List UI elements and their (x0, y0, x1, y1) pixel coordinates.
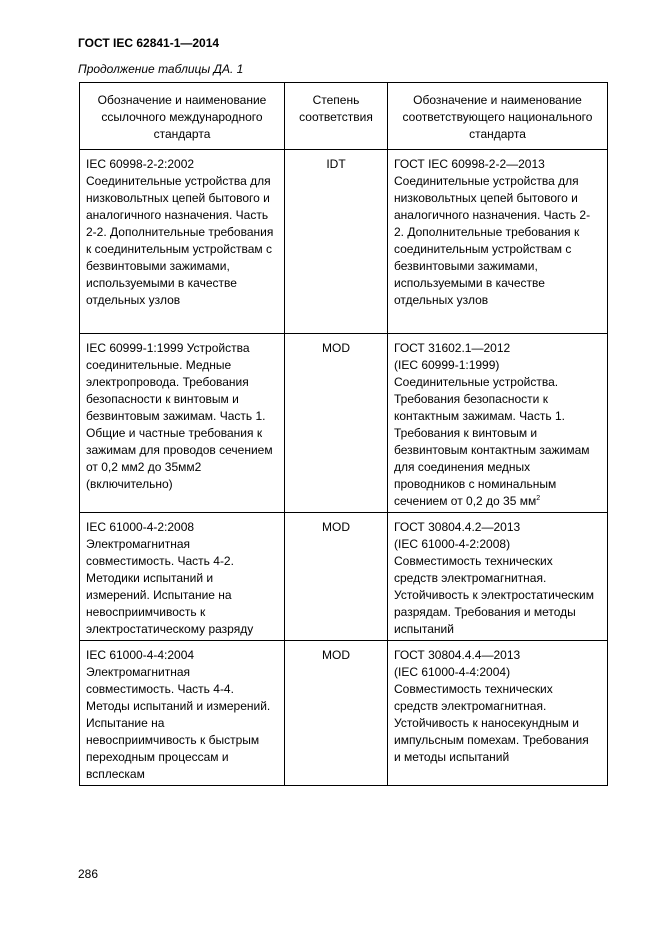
cell-line: Электромагнитная (86, 665, 191, 679)
cell-line: ГОСТ 30804.4.2—2013 (394, 520, 521, 534)
international-standard-cell (80, 150, 285, 334)
cell-line: (IEC 61000-4-4:2004) (394, 665, 511, 679)
header-line: ссылочного международного (101, 110, 263, 124)
cell-line: ГОСТ 30804.4.4—2013 (394, 648, 521, 662)
cell-line: (включительно) (86, 477, 173, 491)
header-line: Обозначение и наименование (413, 93, 582, 107)
degree-cell: MOD (285, 334, 388, 513)
cell-line: отдельных узлов (86, 293, 181, 307)
cell-line: Устойчивость к наносекундным и (394, 716, 579, 730)
cell-line: Требования к винтовым и (394, 426, 538, 440)
cell-line: Методики испытаний и (86, 571, 214, 585)
cell-line: от 0,2 мм2 до 35мм2 (86, 460, 202, 474)
cell-line: контактным зажимам. Часть 1. (394, 409, 565, 423)
cell-line: IEC 61000-4-2:2008 (86, 520, 195, 534)
cell-line: (IEC 60999-1:1999) (394, 358, 500, 372)
standards-table (79, 82, 608, 786)
cell-line: Соединительные устройства. (394, 375, 559, 389)
degree-cell: MOD (285, 513, 388, 641)
cell-line: IEC 61000-4-4:2004 (86, 648, 195, 662)
national-standard-cell (388, 334, 608, 513)
cell-line: низковольтных цепей бытового и (394, 191, 578, 205)
cell-line: 2-2. Дополнительные требования (86, 225, 274, 239)
header-line: Обозначение и наименование (97, 93, 267, 107)
table-row (80, 641, 608, 786)
header-line: стандарта (153, 127, 211, 141)
cell-line: ГОСТ IEC 60998-2-2—2013 (394, 157, 545, 171)
cell-line (394, 493, 601, 510)
cell-line: невосприимчивость к быстрым (86, 733, 260, 747)
cell-line: совместимость. Часть 4-4. (86, 682, 234, 696)
cell-line: Электромагнитная (86, 537, 191, 551)
cell-line: безвинтовым зажимам. Часть 1. (86, 409, 266, 423)
cell-line: измерений. Испытание на (86, 588, 232, 602)
document-header: ГОСТ IEC 62841-1—2014 (78, 36, 220, 50)
cell-line: импульсным помехам. Требования (394, 733, 589, 747)
cell-line: используемыми в качестве (86, 276, 237, 290)
cell-line: Совместимость технических (394, 682, 553, 696)
cell-line-text: сечением от 0,2 до 35 мм (394, 494, 537, 508)
cell-line: переходным процессам и (86, 750, 229, 764)
international-standard-cell (80, 513, 285, 641)
cell-line: (IEC 61000-4-2:2008) (394, 537, 511, 551)
cell-line: электропровода. Требования (86, 375, 249, 389)
header-line: Степень (312, 93, 360, 107)
cell-line: аналогичного назначения. Часть (86, 208, 269, 222)
cell-line: Общие и частные требования к (86, 426, 263, 440)
cell-line: ГОСТ 31602.1—2012 (394, 341, 511, 355)
header-line: соответствующего национального (402, 110, 593, 124)
national-standard-cell (388, 641, 608, 786)
cell-line: разрядам. Требования и методы (394, 605, 576, 619)
degree-cell: MOD (285, 641, 388, 786)
cell-line: испытаний (394, 622, 454, 636)
cell-line: IEC 60999-1:1999 Устройства (86, 341, 250, 355)
cell-line: всплескам (86, 767, 145, 781)
cell-line: 2. Дополнительные требования к (394, 225, 580, 239)
header-line: соответствия (299, 110, 373, 124)
cell-line: к соединительным устройствам с (86, 242, 272, 256)
table-row (80, 513, 608, 641)
cell-line: средств электромагнитная. (394, 571, 547, 585)
national-standard-cell (388, 513, 608, 641)
cell-line: Испытание на (86, 716, 165, 730)
cell-line: и методы испытаний (394, 750, 510, 764)
cell-line: Совместимость технических (394, 554, 553, 568)
cell-line: безвинтовыми зажимами, (86, 259, 230, 273)
column-header-degree (285, 83, 388, 150)
cell-line: Соединительные устройства для (86, 174, 271, 188)
cell-line: Требования безопасности к (394, 392, 548, 406)
table-row (80, 334, 608, 513)
cell-line: электростатическому разряду (86, 622, 254, 636)
cell-line: соединительные. Медные (86, 358, 232, 372)
header-line: стандарта (469, 127, 526, 141)
international-standard-cell (80, 641, 285, 786)
international-standard-cell (80, 334, 285, 513)
cell-line: для соединения медных (394, 460, 531, 474)
table-caption: Продолжение таблицы ДА. 1 (78, 62, 244, 76)
cell-line: аналогичного назначения. Часть 2- (394, 208, 591, 222)
cell-line: проводников с номинальным (394, 477, 557, 491)
national-standard-cell (388, 150, 608, 334)
cell-line: отдельных узлов (394, 293, 489, 307)
column-header-national (388, 83, 608, 150)
cell-line: низковольтных цепей бытового и (86, 191, 270, 205)
cell-line: IEC 60998-2-2:2002 (86, 157, 195, 171)
cell-line: Методы испытаний и измерений. (86, 699, 271, 713)
superscript: 2 (536, 495, 541, 502)
cell-line: безвинтовыми зажимами, (394, 259, 538, 273)
cell-line: средств электромагнитная. (394, 699, 547, 713)
cell-line: безопасности к винтовым и (86, 392, 239, 406)
degree-cell: IDT (285, 150, 388, 334)
column-header-international (80, 83, 285, 150)
cell-line: безвинтовым контактным зажимам (394, 443, 590, 457)
cell-line: используемыми в качестве (394, 276, 545, 290)
cell-line: соединительным устройствам с (394, 242, 572, 256)
cell-line: невосприимчивость к (86, 605, 206, 619)
cell-line: зажимам для проводов сечением (86, 443, 273, 457)
table-header-row (80, 83, 608, 150)
table-row (80, 150, 608, 334)
cell-line: Соединительные устройства для (394, 174, 579, 188)
page-number: 286 (78, 867, 99, 881)
cell-line: совместимость. Часть 4-2. (86, 554, 234, 568)
cell-line: Устойчивость к электростатическим (394, 588, 594, 602)
